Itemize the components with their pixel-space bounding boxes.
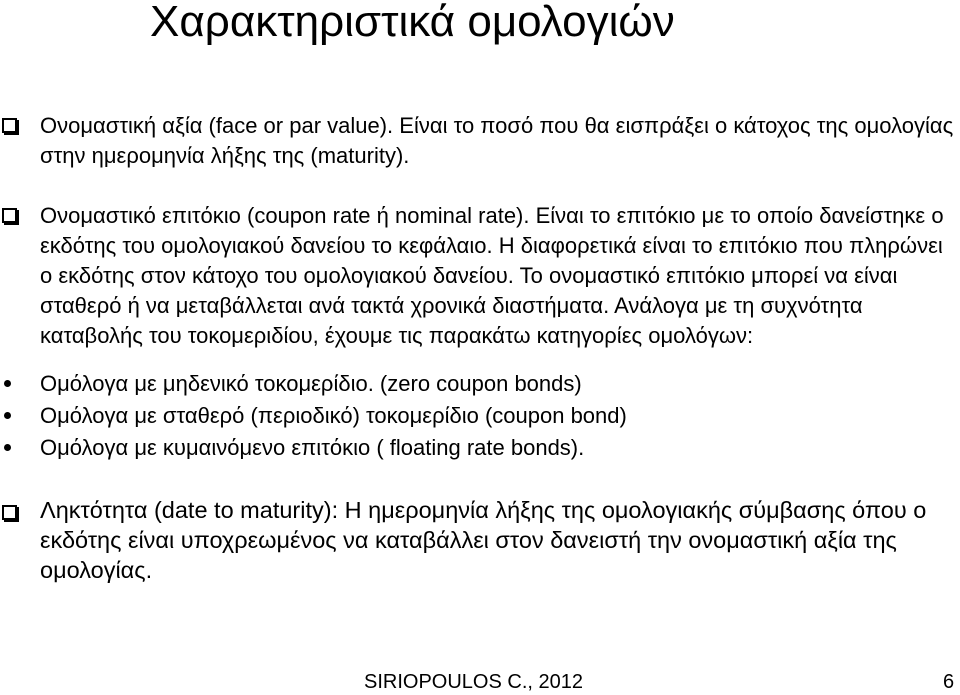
subitem-zero-coupon: Ομόλογα με μηδενικό τοκομερίδιο. (zero coupon bonds) — [40, 371, 582, 396]
subitem-floating-rate: Ομόλογα με κυμαινόμενο επιτόκιο ( floating rate bonds). — [40, 435, 585, 460]
bullet-coupon-rate: Ονομαστικό επιτόκιο (coupon rate ή nominal rate). Είναι το επιτόκιο με το οποίο δανείστηκε ο εκδότης του ομολογιακού δανείου το κεφάλαιο. Η διαφορετικά είναι το επιτόκιο που πληρώνει ο εκδότης στον κάτοχο του ομολογιακού δανείου. Το ονομαστικό επιτόκιο μπορεί να είναι σταθερό ή να μεταβάλλεται ανά τακτά χρονικά διαστήματα. Ανάλογα με τη συχνότητα καταβολής του τοκομεριδίου, έχουμε τις παρακάτω κατηγορίες ομολόγων: — [40, 203, 944, 348]
subitem-coupon-bond: Ομόλογα με σταθερό (περιοδικό) τοκομερίδιο (coupon bond) — [40, 403, 627, 428]
page-number: 6 — [943, 671, 955, 693]
bullet-dot-icon — [4, 412, 11, 419]
checkbox-bullet-icon — [2, 208, 17, 223]
checkbox-bullet-icon — [2, 118, 17, 133]
footer-author: SIRIOPOULOS C., 2012 — [364, 671, 583, 693]
bullet-face-value: Ονομαστική αξία (face or par value). Είναι το ποσό που θα εισπράξει ο κάτοχος της ομολογίας στην ημερομηνία λήξης της (maturity). — [40, 113, 954, 168]
bullet-dot-icon — [4, 444, 11, 451]
checkbox-bullet-icon — [2, 505, 17, 520]
bullet-maturity: Ληκτότητα (date to maturity): Η ημερομηνία λήξης της ομολογιακής σύμβασης όπου ο εκδότης είναι υποχρεωμένος να καταβάλλει στον δανειστή την ονομαστική αξία της ομολογίας. — [40, 497, 927, 583]
bullet-dot-icon — [4, 380, 11, 387]
page-title: Χαρακτηριστικά ομολογιών — [150, 0, 675, 46]
